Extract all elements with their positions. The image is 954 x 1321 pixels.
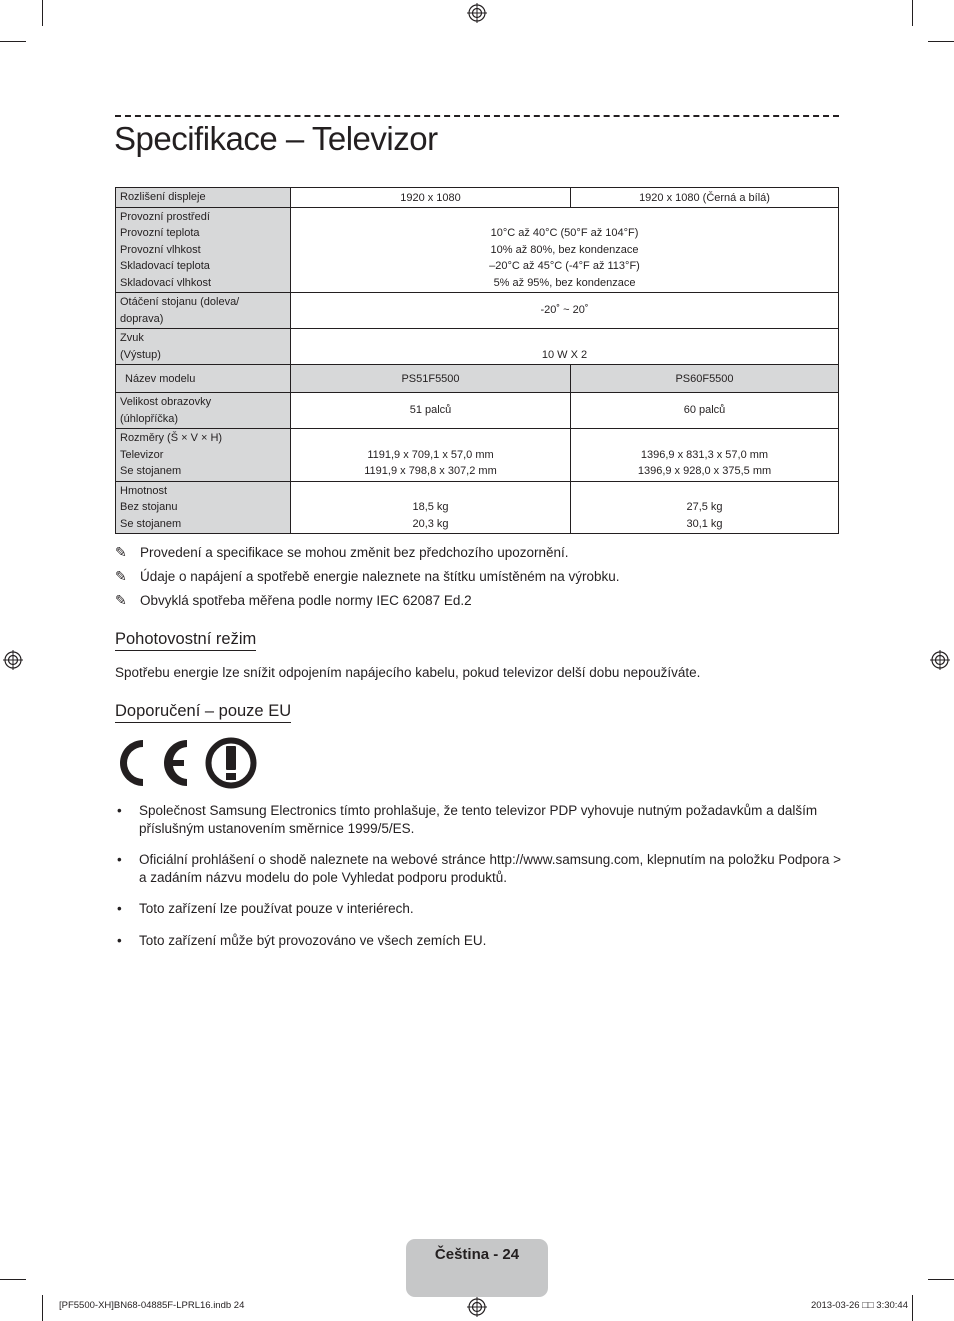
list-item [115, 900, 845, 918]
table-row [116, 188, 839, 208]
row-label [116, 365, 291, 393]
model-name: PS60F5500 [675, 372, 734, 385]
cell-value: 1920 x 1080 (Černá a bílá) [639, 192, 770, 204]
note-text: Obvyklá spotřeba měřena podle normy IEC 62087 Ed.2 [140, 592, 472, 608]
row-label-text: Hmotnost [120, 484, 168, 497]
table-cell [291, 293, 839, 329]
list-item-text: Toto zařízení lze používat pouze v interiérech. [139, 901, 414, 916]
table-row [116, 365, 839, 393]
row-label-text: Skladovací vlhkost [120, 276, 212, 289]
note-item [115, 540, 839, 564]
list-item [115, 851, 845, 886]
file-info: [PF5500-XH]BN68-04885F-LPRL16.indb 24 [59, 1300, 245, 1311]
row-label [116, 293, 291, 329]
row-label-text: Provozní vlhkost [120, 243, 201, 256]
row-label-text: Velikost obrazovky [120, 396, 212, 408]
pencil-icon: ✎ [115, 543, 127, 560]
table-cell [571, 393, 839, 429]
table-cell [571, 365, 839, 393]
title-dashed-rule [115, 115, 839, 117]
ce-mark-icon [120, 740, 187, 786]
registration-mark-icon [930, 650, 950, 670]
row-label-text: Skladovací teplota [120, 260, 210, 272]
row-label-text: Zvuk [120, 332, 144, 344]
crop-mark [0, 41, 26, 42]
list-item-text: Společnost Samsung Electronics tímto prohlašuje, že tento televizor PDP vyhovuje nutným požadavkům a dalším příslušným ustanovením směrnice 1999/5/ES. [139, 803, 818, 836]
row-label-text: doprava) [120, 312, 164, 325]
row-label-text: Se stojanem [120, 517, 182, 530]
list-item-text: Oficiální prohlášení o shodě naleznete na webové stránce http://www.samsung.com, klepnutím na položku Podpora > a zadáním názvu modelu do pole Vyhledat podporu produktů. [139, 852, 842, 885]
cell-value: 1396,9 x 928,0 x 375,5 mm [637, 465, 772, 477]
table-row [116, 481, 839, 534]
cell-value: 1920 x 1080 [400, 192, 461, 204]
row-label [116, 481, 291, 534]
cell-value: 10°C až 40°C (50°F až 104°F) [490, 227, 639, 239]
cell-value: 27,5 kg [686, 501, 723, 513]
recommendation-list [115, 802, 845, 949]
cell-value: 51 palců [409, 404, 452, 417]
table-row [116, 393, 839, 429]
alert-circle-icon [209, 741, 254, 786]
row-label-text: (Výstup) [120, 348, 161, 361]
crop-mark [0, 1279, 26, 1280]
crop-mark [912, 1295, 913, 1321]
cell-value: 10 W X 2 [541, 348, 588, 361]
crop-mark [928, 1279, 954, 1280]
crop-mark [928, 41, 954, 42]
ce-mark-logo [116, 737, 258, 789]
note-item [115, 564, 839, 588]
cell-value: 20,3 kg [412, 517, 449, 530]
table-cell [291, 188, 571, 208]
row-label [116, 329, 291, 365]
bullet-icon: • [117, 803, 122, 818]
note-text: Údaje o napájení a spotřebě energie naleznete na štítku umístěném na výrobku. [140, 568, 620, 584]
registration-mark-icon [467, 3, 487, 23]
cell-value: 1191,9 x 798,8 x 307,2 mm [364, 465, 497, 477]
recommendation-heading: Doporučení – pouze EU [115, 702, 291, 723]
row-label-text: Rozměry (Š × V × H) [120, 432, 223, 444]
standby-text: Spotřebu energie lze snížit odpojením napájecího kabelu, pokud televizor delší dobu nepoužíváte. [115, 665, 701, 680]
table-cell [291, 365, 571, 393]
table-row [116, 429, 839, 482]
registration-mark-icon [3, 650, 23, 670]
cell-value: -20˚ ~ 20˚ [540, 304, 589, 317]
cell-value: 30,1 kg [686, 517, 723, 530]
list-item [115, 932, 845, 950]
note-text: Provedení a specifikace se mohou změnit bez předchozího upozornění. [140, 544, 569, 560]
table-cell [571, 481, 839, 534]
row-label-text: (úhlopříčka) [120, 412, 179, 425]
page-number-tab [406, 1239, 548, 1297]
list-item-text: Toto zařízení může být provozováno ve všech zemích EU. [139, 932, 487, 948]
page-title: Specifikace – Televizor [114, 120, 438, 157]
standby-heading: Pohotovostní režim [115, 630, 256, 651]
row-label-text: Televizor [120, 448, 164, 461]
row-label [116, 393, 291, 429]
table-cell [571, 188, 839, 208]
row-label-text: Provozní prostředí [120, 210, 210, 223]
list-item [115, 802, 845, 837]
table-row [116, 329, 839, 365]
cell-value: 60 palců [683, 404, 726, 417]
cell-value: 10% až 80%, bez kondenzace [490, 243, 639, 256]
bullet-icon: • [117, 932, 122, 948]
table-cell [291, 329, 839, 365]
cell-value: 5% až 95%, bez kondenzace [493, 276, 636, 289]
pencil-icon: ✎ [115, 591, 127, 608]
crop-mark [42, 1295, 43, 1321]
registration-mark-icon [467, 1297, 487, 1317]
bullet-icon: • [117, 852, 122, 867]
row-label-text: Provozní teplota [120, 227, 200, 239]
row-label-text: Rozlišení displeje [120, 191, 206, 203]
table-cell [291, 207, 839, 293]
row-label [116, 429, 291, 482]
bullet-icon: • [117, 901, 122, 916]
crop-mark [42, 0, 43, 26]
note-item [115, 588, 839, 612]
model-name: PS51F5500 [401, 372, 460, 385]
table-cell [571, 429, 839, 482]
table-row [116, 207, 839, 293]
row-label-text: Se stojanem [120, 465, 182, 477]
cell-value: 1396,9 x 831,3 x 57,0 mm [640, 448, 769, 461]
table-cell [291, 393, 571, 429]
row-label [116, 207, 291, 293]
row-label-text: Bez stojanu [120, 501, 178, 513]
row-label-text: Otáčení stojanu (doleva/ [120, 296, 240, 308]
cell-value: –20°C až 45°C (-4°F až 113°F) [489, 260, 640, 272]
table-row [116, 293, 839, 329]
table-cell [291, 481, 571, 534]
pencil-icon: ✎ [115, 567, 127, 584]
cell-value: 1191,9 x 709,1 x 57,0 mm [367, 448, 494, 461]
cell-value: 18,5 kg [412, 501, 449, 513]
row-label [116, 188, 291, 208]
crop-mark [912, 0, 913, 26]
page-number: Čeština - 24 [434, 1246, 520, 1263]
row-label-text: Název modelu [125, 372, 196, 385]
timestamp: 2013-03-26 □□ 3:30:44 [810, 1300, 908, 1311]
notes-list [115, 540, 839, 612]
spec-table [115, 187, 839, 534]
table-cell [291, 429, 571, 482]
